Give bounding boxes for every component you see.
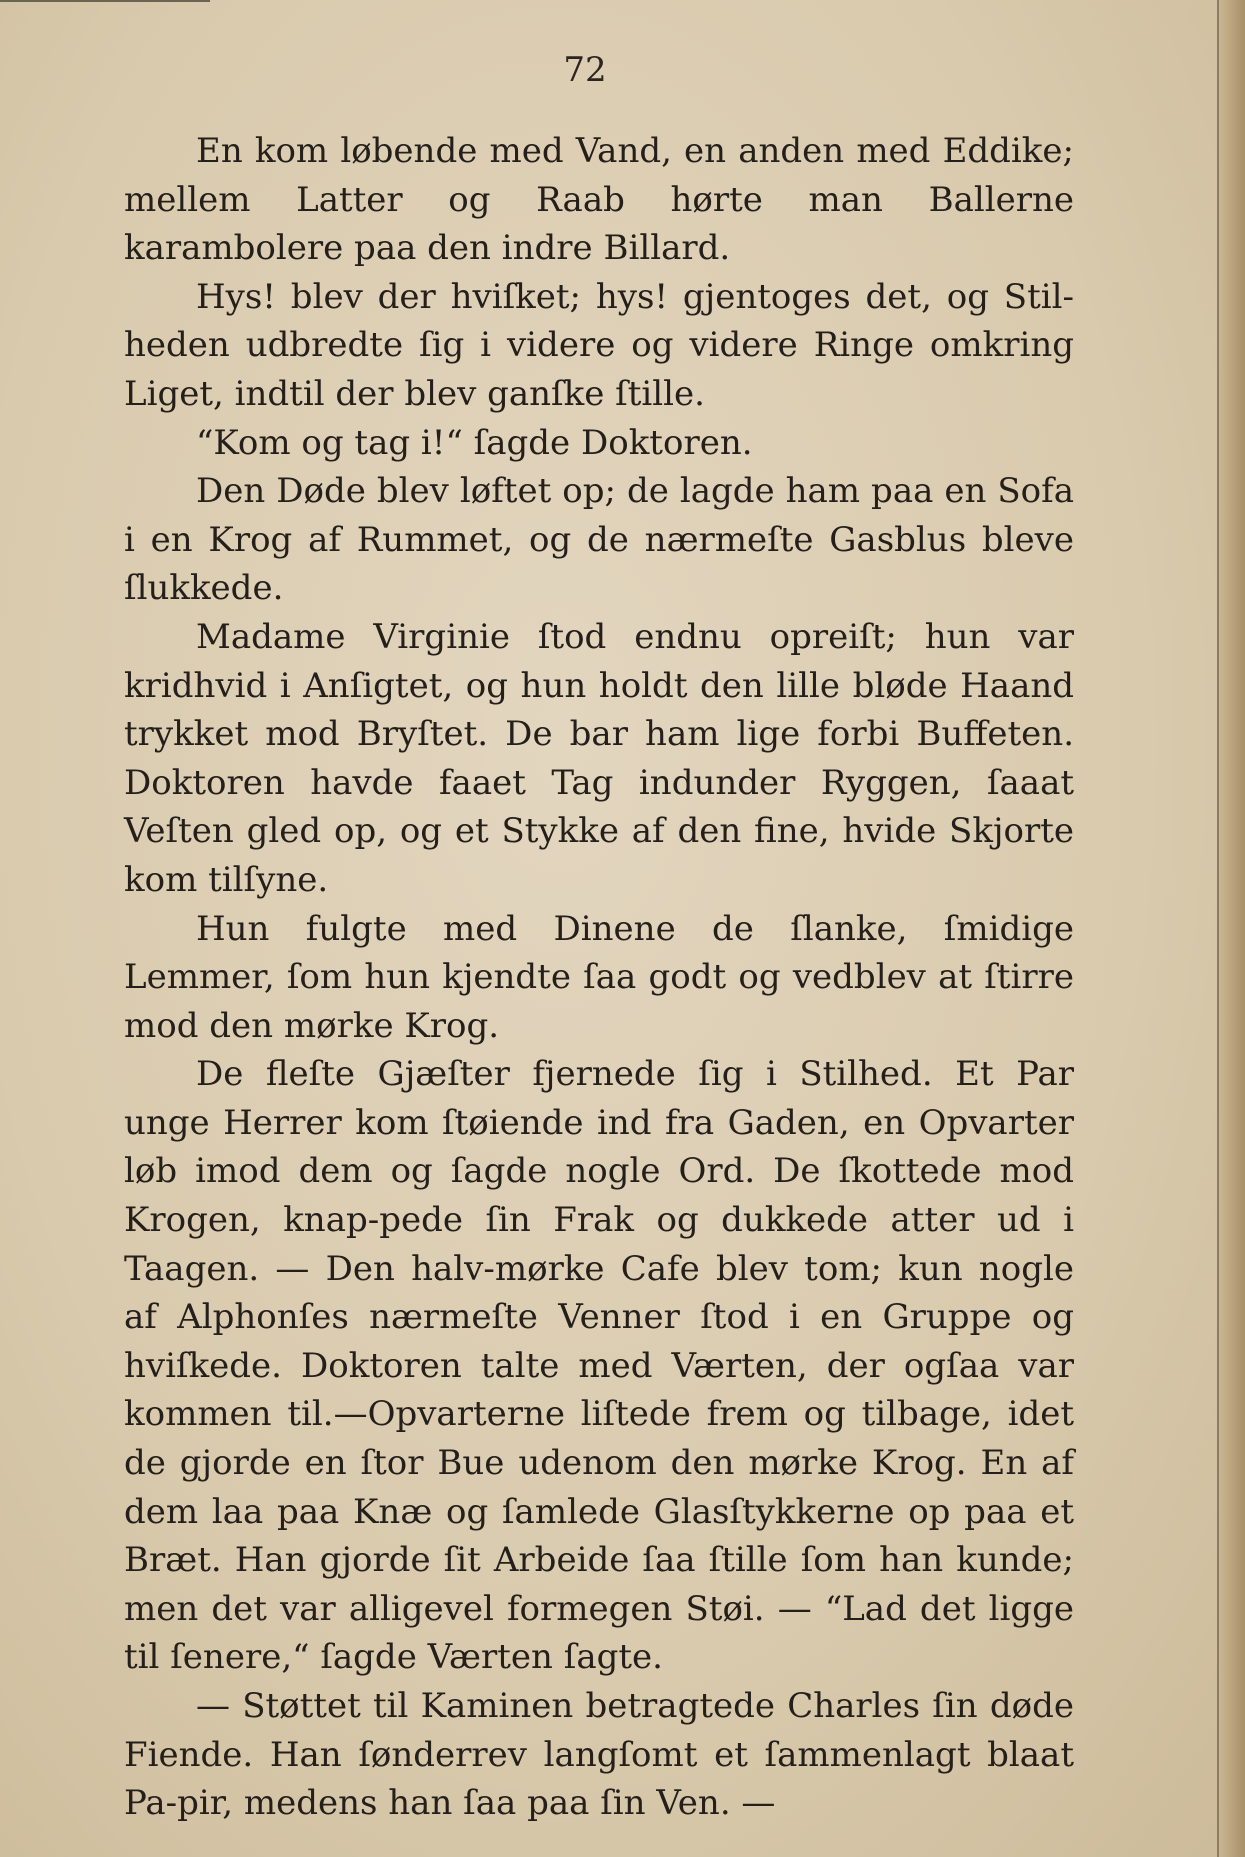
paragraph: Den Døde blev løftet op; de lagde ham paa en Sofa i en Krog af Rummet, og de nærmeſte Gasblus bleve ſlukkede. [124,471,1074,609]
paragraph: “Kom og tag i!“ ſagde Doktoren. [196,422,753,463]
paragraph: De fleſte Gjæſter fjernede ſig i Stilhed. Et Par unge Herrer kom ſtøiende ind fra Gaden, en Opvarter løb imod dem og ſagde nogle Ord. De ſkottede mod Krogen, knap-pede ſin Frak og dukkede atter ud i Taagen. — Den halv-mørke Cafe blev tom; kun nogle af Alphonſes nærmeſte Venner ſtod i en Gruppe og hviſkede. Doktoren talte med Værten, der ogſaa var kommen til.—Opvarterne liſtede frem og tilbage, idet de gjorde en ſtor Bue udenom den mørke Krog. En af dem laa paa Knæ og ſamlede Glasſtykkerne op paa et Bræt. Han gjorde ſit Arbeide ſaa ſtille ſom han kunde; men det var alligevel formegen Støi. — “Lad det ligge til ſenere,“ ſagde Værten ſagte. [124,1054,1074,1678]
paragraph: Hun fulgte med Dinene de ſlanke, ſmidige Lemmer, ſom hun kjendte ſaa godt og vedblev at ſtirre mod den mørke Krog. [124,908,1074,1046]
paragraph: Madame Virginie ſtod endnu opreiſt; hun var kridhvid i Anſigtet, og hun holdt den lille bløde Haand trykket mod Bryſtet. De bar ham lige forbi Buffeten. Doktoren havde faaet Tag indunder Ryggen, ſaaat Veſten gled op, og et Stykke af den fine, hvide Skjorte kom tilſyne. [124,616,1074,900]
page-edge [1217,0,1245,1857]
body-text [124,127,1074,1828]
page-number: 72 [563,50,607,90]
top-rule [0,0,210,2]
paragraph: Hys! blev der hviſket; hys! gjentoges det, og Stil-heden udbredte ſig i videre og videre Ringe omkring Liget, indtil der blev ganſke ſtille. [124,276,1074,414]
page-edge-line [1217,0,1219,1857]
paragraph: En kom løbende med Vand, en anden med Eddike; mellem Latter og Raab hørte man Ballerne karambolere paa den indre Billard. [124,131,1074,269]
paragraph: — Støttet til Kaminen betragtede Charles ſin døde Fiende. Han ſønderrev langſomt et ſammenlagt blaat Pa-pir, medens han ſaa paa ſin Ven. — [124,1686,1074,1824]
